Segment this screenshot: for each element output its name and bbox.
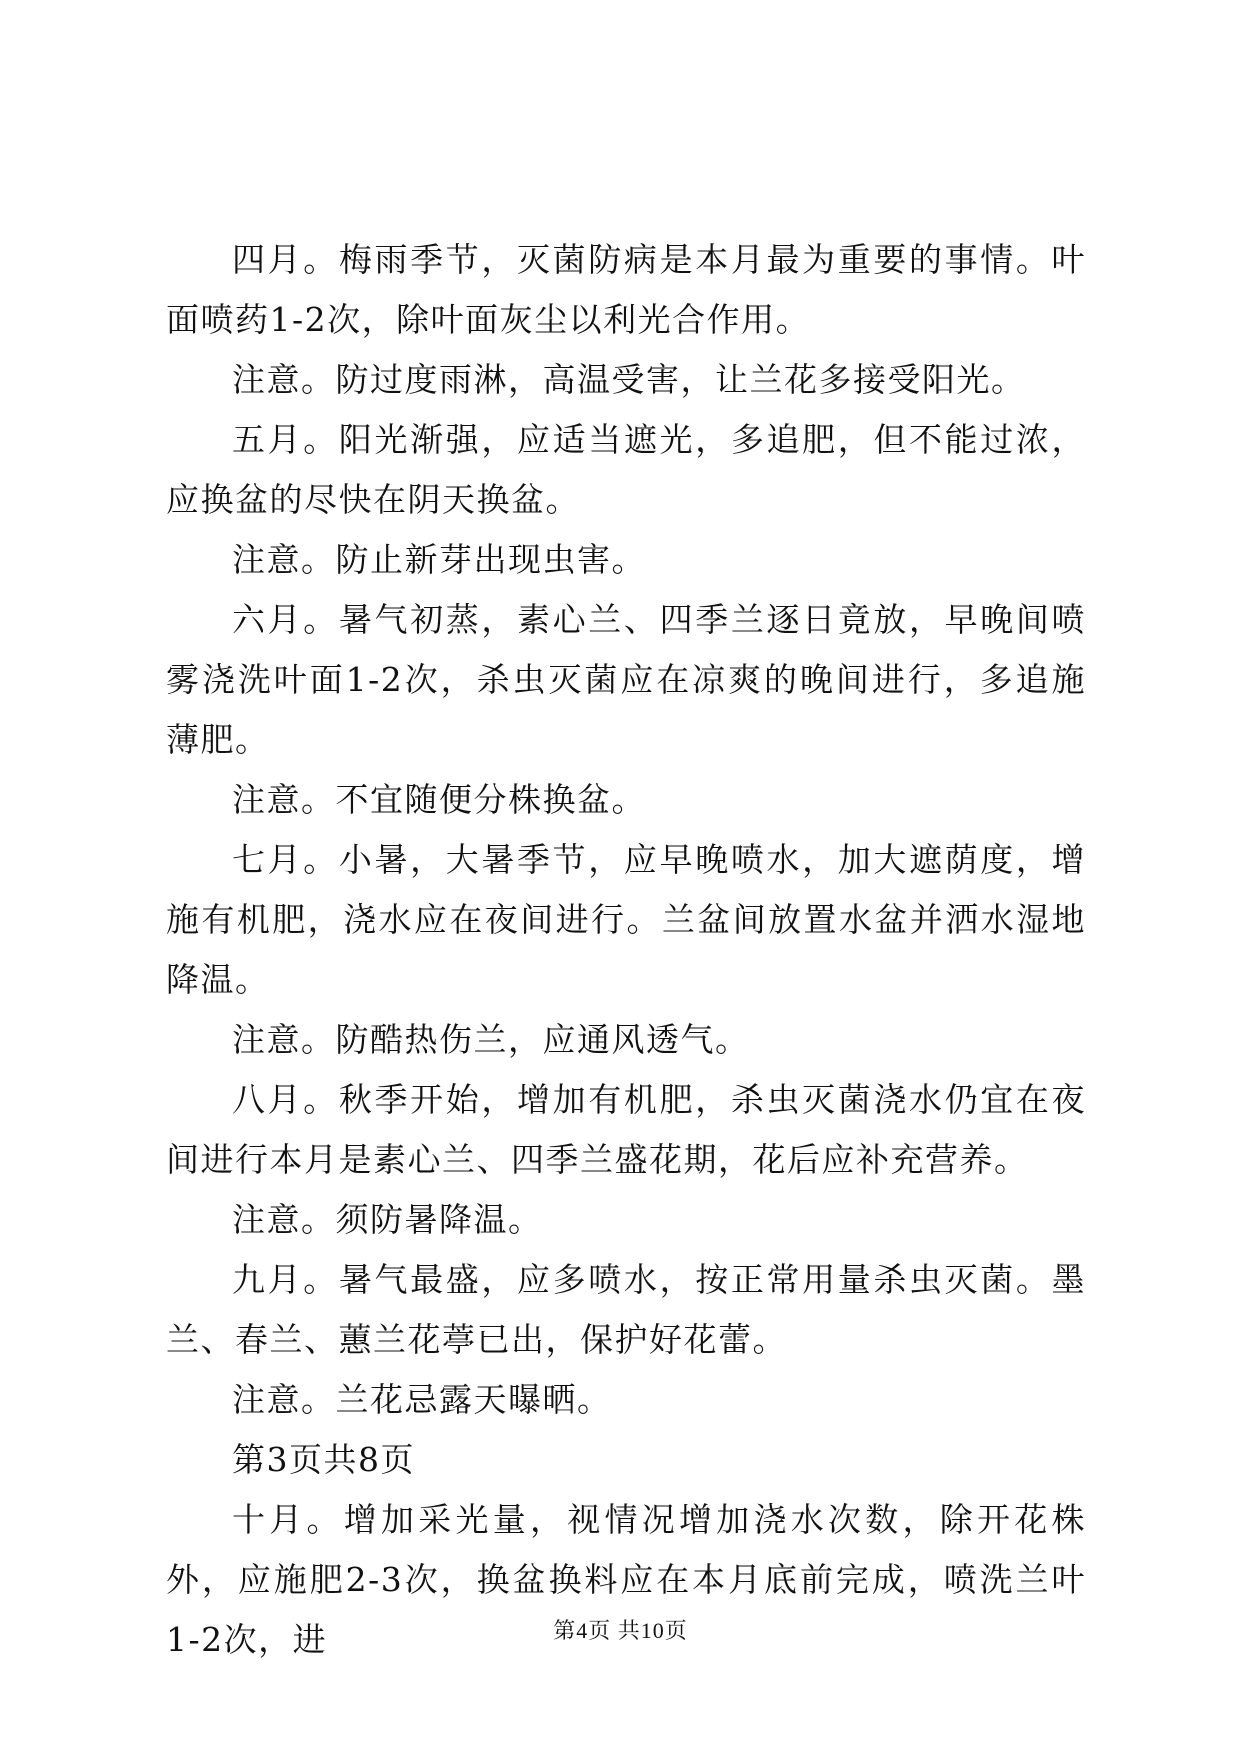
paragraph-august: 八月。秋季开始，增加有机肥，杀虫灭菌浇水仍宜在夜间进行本月是素心兰、四季兰盛花期，花后应补充营养。 [166, 1080, 1086, 1179]
paragraph-september-note: 注意。兰花忌露天曝晒。 [232, 1380, 612, 1419]
inline-page-marker: 第3页共8页 [232, 1440, 415, 1479]
paragraph-april-note: 注意。防过度雨淋，高温受害，让兰花多接受阳光。 [232, 360, 1026, 399]
paragraph-july-note: 注意。防酷热伤兰，应通风透气。 [232, 1020, 750, 1059]
paragraph-may-note: 注意。防止新芽出现虫害。 [232, 540, 646, 579]
paragraph-may: 五月。阳光渐强，应适当遮光，多追肥，但不能过浓，应换盆的尽快在阴天换盆。 [166, 420, 1086, 519]
page-footer: 第4页 共10页 [553, 1618, 688, 1643]
paragraph-june: 六月。暑气初蒸，素心兰、四季兰逐日竟放，早晚间喷雾浇洗叶面1-2次，杀虫灭菌应在凉爽的晚间进行，多追施薄肥。 [166, 600, 1086, 759]
document-body [166, 230, 1086, 1670]
paragraph-september: 九月。暑气最盛，应多喷水，按正常用量杀虫灭菌。墨兰、春兰、蕙兰花葶已出，保护好花蕾。 [166, 1260, 1086, 1359]
paragraph-april: 四月。梅雨季节，灭菌防病是本月最为重要的事情。叶面喷药1-2次，除叶面灰尘以利光合作用。 [166, 240, 1086, 339]
paragraph-august-note: 注意。须防暑降温。 [232, 1200, 543, 1239]
paragraph-june-note: 注意。不宜随便分株换盆。 [232, 780, 646, 819]
paragraph-july: 七月。小暑，大暑季节，应早晚喷水，加大遮荫度，增施有机肥，浇水应在夜间进行。兰盆间放置水盆并洒水湿地降温。 [166, 840, 1086, 999]
paragraph-october: 十月。增加采光量，视情况增加浇水次数，除开花株外，应施肥2-3次，换盆换料应在本月底前完成，喷洗兰叶1-2次，进 [166, 1500, 1086, 1659]
